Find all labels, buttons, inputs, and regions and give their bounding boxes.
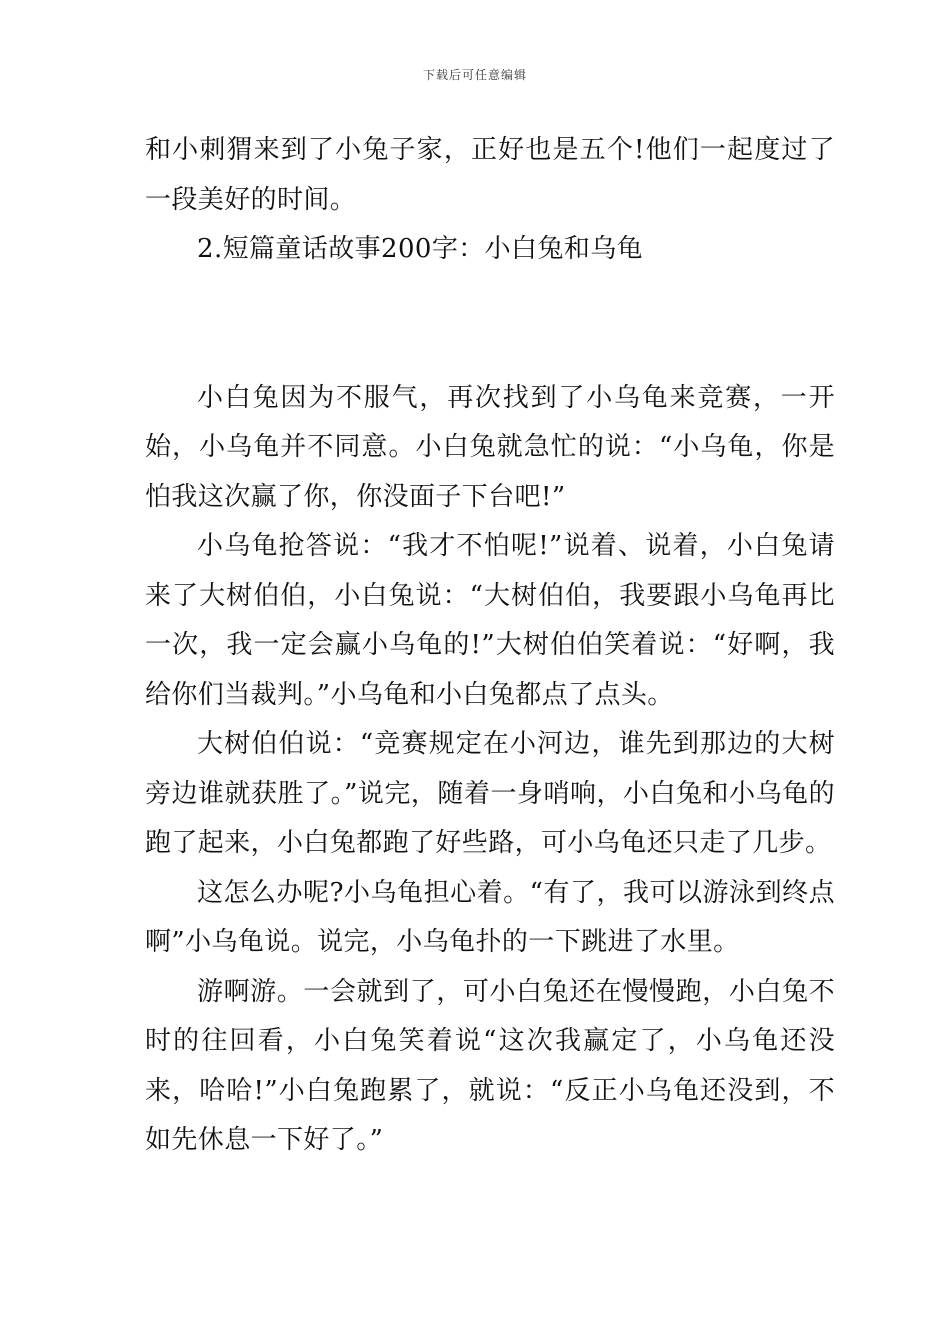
paragraph: 小乌龟抢答说：“我才不怕呢!”说着、说着，小白兔请来了大树伯伯，小白兔说：“大树伯伯，我要跟小乌龟再比一次，我一定会赢小乌龟的!”大树伯伯笑着说：“好啊，我给你们当裁判。”小乌龟和小白兔都点了点头。 — [145, 531, 835, 710]
paragraph-continuation: 和小刺猬来到了小兔子家，正好也是五个!他们一起度过了一段美好的时间。 — [145, 135, 835, 215]
document-body — [145, 126, 835, 1166]
section-heading: 2.短篇童话故事200字：小白兔和乌龟 — [197, 234, 644, 264]
paragraph: 大树伯伯说：“竞赛规定在小河边，谁先到那边的大树旁边谁就获胜了。”说完，随着一身哨响，小白兔和小乌龟的跑了起来，小白兔都跑了好些路，可小乌龟还只走了几步。 — [145, 729, 835, 858]
paragraph: 小白兔因为不服气，再次找到了小乌龟来竞赛，一开始，小乌龟并不同意。小白兔就急忙的说：“小乌龟，你是怕我这次赢了你，你没面子下台吧!” — [145, 382, 835, 512]
section-spacer — [145, 275, 835, 374]
paragraph: 游啊游。一会就到了，可小白兔还在慢慢跑，小白兔不时的往回看，小白兔笑着说“这次我赢定了，小乌龟还没来，哈哈!”小白兔跑累了，就说：“反正小乌龟还没到，不如先休息一下好了。” — [145, 976, 835, 1155]
paragraph: 这怎么办呢?小乌龟担心着。“有了，我可以游泳到终点啊”小乌龟说。说完，小乌龟扑的一下跳进了水里。 — [145, 877, 835, 957]
page-header: 下载后可任意编辑 — [422, 68, 527, 82]
